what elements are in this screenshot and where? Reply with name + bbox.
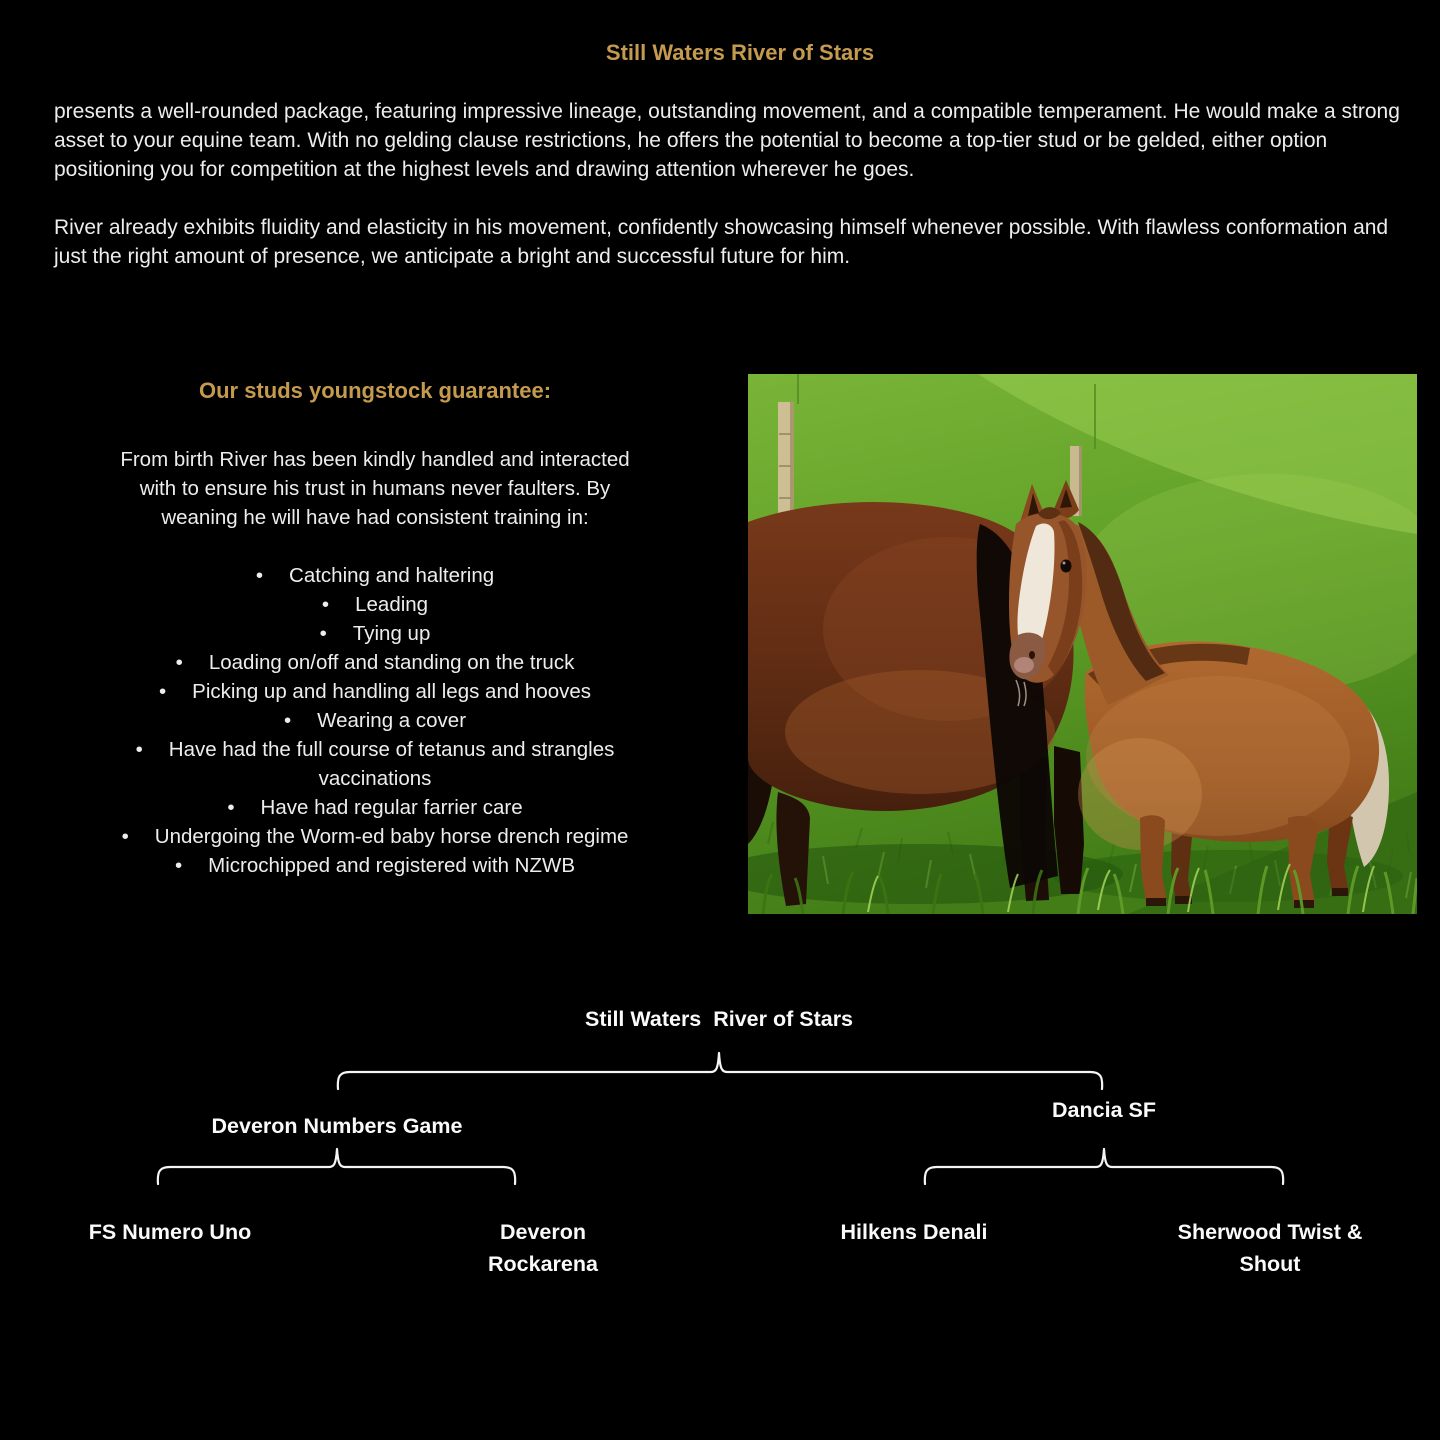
bullet-text: Leading (355, 593, 429, 616)
guarantee-heading: Our studs youngstock guarantee: (198, 378, 552, 403)
bullet-text: Loading on/off and standing on the truck (208, 651, 575, 674)
pedigree-node-root: Still Waters River of Stars (584, 1007, 854, 1031)
guarantee-bullet-item (95, 793, 655, 822)
bullet-text: Have had regular farrier care (260, 796, 523, 819)
guarantee-bullet-item (95, 851, 655, 880)
pedigree-node-sire: Deveron Numbers Game (211, 1114, 463, 1138)
intro-paragraph-1: presents a well-rounded package, featuring impressive lineage, outstanding movement, and a compatible temperament. He would make a strong asset to your equine team. With no gelding clause restrictions, he offers the potential to become a top-tier stud or be gelded, either option positioning you for competition at the highest levels and drawing attention wherever he goes. (54, 100, 1400, 181)
guarantee-intro: From birth River has been kindly handled and interacted with to ensure his trust in humans never faulters. By weaning he will have had consistent training in: (120, 448, 630, 529)
guarantee-section (95, 378, 655, 880)
horse-photo (748, 374, 1417, 914)
bullet-text: Picking up and handling all legs and hooves (192, 680, 592, 703)
fence-post-left (778, 402, 794, 518)
pedigree-node-dam-sire: Hilkens Denali (840, 1220, 988, 1244)
bullet-text: Tying up (352, 622, 431, 645)
bullet-marker: • (227, 796, 235, 819)
bullet-marker: • (135, 738, 143, 761)
bullet-marker: • (283, 709, 292, 732)
bullet-marker: • (158, 680, 167, 703)
pedigree-node-dam-dam: Sherwood Twist & Shout (1177, 1220, 1363, 1276)
guarantee-bullet-item (95, 561, 655, 590)
bullet-marker: • (255, 564, 264, 587)
bullet-text: Undergoing the Worm-ed baby horse drench regime (154, 825, 629, 848)
guarantee-bullet-item (95, 648, 655, 677)
guarantee-bullets (95, 561, 655, 880)
horse-photo-illustration (748, 374, 1417, 914)
guarantee-bullet-item (95, 706, 655, 735)
bullet-text: Wearing a cover (317, 709, 467, 732)
guarantee-bullet-item (95, 822, 655, 851)
bullet-text: Catching and haltering (289, 564, 495, 587)
pedigree-node-sire-dam: Deveron Rockarena (488, 1220, 598, 1276)
pedigree-node-dam: Dancia SF (1052, 1098, 1156, 1122)
guarantee-bullet-item (95, 735, 655, 793)
pedigree-node-sire-sire: FS Numero Uno (88, 1220, 252, 1244)
bullet-marker: • (175, 651, 183, 674)
bullet-marker: • (121, 825, 129, 848)
intro-paragraph-2: River already exhibits fluidity and elasticity in his movement, confidently showcasing himself whenever possible. With flawless conformation and just the right amount of presence, we anticipate a bright and successful future for him. (54, 216, 1389, 268)
page-title: Still Waters River of Stars (605, 40, 875, 65)
intro-paragraphs (54, 97, 1406, 271)
bullet-text: Microchipped and registered with NZWB (208, 854, 576, 877)
bullet-marker: • (174, 854, 183, 877)
bullet-marker: • (321, 593, 330, 616)
guarantee-bullet-item (95, 590, 655, 619)
guarantee-bullet-item (95, 619, 655, 648)
guarantee-bullet-item (95, 677, 655, 706)
bullet-text: Have had the full course of tetanus and strangles vaccinations (168, 738, 615, 790)
bullet-marker: • (319, 622, 327, 645)
